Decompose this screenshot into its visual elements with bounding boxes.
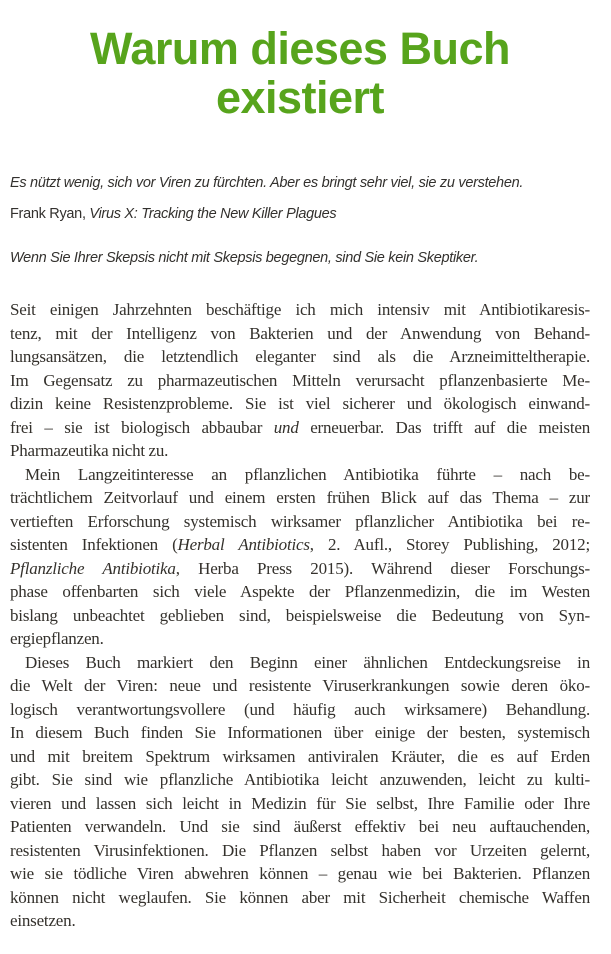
text-line: bislang unbeachtet geblieben sind, beispielsweise die Bedeutung von Syn- (10, 605, 590, 625)
text-line: Mein Langzeitinteresse an pflanzlichen Antibiotika führte – nach be- (25, 464, 590, 484)
epigraph-quote-2: Wenn Sie Ihrer Skepsis nicht mit Skepsis begegnen, sind Sie kein Skeptiker. (10, 250, 479, 266)
text-line: resistenten Virusinfektionen. Die Pflanzen selbst haben vor Urzeiten gelernt, (10, 840, 590, 860)
text-line: gibt. Sie sind wie pflanzliche Antibiotika leicht anzuwenden, leicht zu kulti- (10, 770, 590, 789)
text-line: tenz, mit der Intelligenz von Bakterien und der Anwendung von Behand- (10, 323, 590, 343)
text-line: trächtlichem Zeitvorlauf und einem ersten frühen Blick auf das Thema – zur (10, 488, 590, 507)
epigraph (10, 168, 590, 274)
text-line: Im Gegensatz zu pharmazeutischen Mitteln verursacht pflanzenbasierte Me- (10, 370, 590, 390)
text-line: sistenten Infektionen (Herbal Antibiotics, 2. Aufl., Storey Publishing, 2012; (10, 535, 590, 554)
text-line: Dieses Buch markiert den Beginn einer ähnlichen Entdeckungsreise in (25, 652, 590, 672)
text-line: lungsansätzen, die letztendlich eleganter sind als die Arzneimitteltherapie. (10, 347, 590, 366)
text-line: Pflanzliche Antibiotika, Herba Press 2015). Während dieser Forschungs- (10, 558, 590, 578)
text-line: logisch verantwortungsvollere (und häufig auch wirksamere) Behandlung. (10, 699, 590, 719)
text-line: können nicht weglaufen. Sie können aber mit Sicherheit chemische Waffen (10, 887, 590, 907)
text-line: frei – sie ist biologisch abbaubar und erneuerbar. Das trifft auf die meisten (10, 417, 590, 437)
chapter-title-line-2: existiert (215, 72, 385, 123)
epigraph-attribution-work: Virus X: Tracking the New Killer Plagues (89, 206, 337, 222)
text-line: wie sie tödliche Viren abwehren können – genau wie bei Bakterien. Pflanzen (10, 864, 590, 883)
body-text (10, 298, 590, 933)
text-line: Seit einigen Jahrzehnten beschäftige ich mich intensiv mit Antibiotikaresis- (10, 300, 590, 319)
epigraph-quote: Es nützt wenig, sich vor Viren zu fürchten. Aber es bringt sehr viel, sie zu verstehen. (10, 175, 524, 191)
epigraph-attribution (10, 199, 590, 230)
text-line: und mit breitem Spektrum wirksamen antiviralen Kräuter, die es auf Erden (10, 746, 590, 766)
text-line: ergiepflanzen. (10, 629, 104, 648)
text-line: Patienten verwandeln. Und sie sind äußerst effektiv bei neu auftauchenden, (10, 817, 590, 836)
text-line: In diesem Buch finden Sie Informationen über einige der besten, systemisch (10, 723, 590, 742)
text-line: vertieften Erforschung systemisch wirksamer pflanzlicher Antibiotika bei re- (10, 511, 590, 531)
text-line: die Welt der Viren: neue und resistente Viruserkrankungen sowie deren öko- (10, 676, 590, 695)
text-line: phase offenbarten sich viele Aspekte der Pflanzenmedizin, die im Westen (10, 582, 590, 601)
epigraph-attribution-author: Frank Ryan, (10, 206, 90, 222)
chapter-title (10, 24, 590, 122)
text-line: vieren und lassen sich leicht in Medizin für Sie selbst, Ihre Familie oder Ihre (10, 793, 590, 813)
text-line: einsetzen. (10, 911, 76, 930)
chapter-title-line-1: Warum dieses Buch (90, 23, 510, 74)
text-line: Pharmazeutika nicht zu. (10, 441, 169, 460)
text-line: dizin keine Resistenzprobleme. Sie ist viel sicherer und ökologisch einwand- (10, 394, 590, 413)
